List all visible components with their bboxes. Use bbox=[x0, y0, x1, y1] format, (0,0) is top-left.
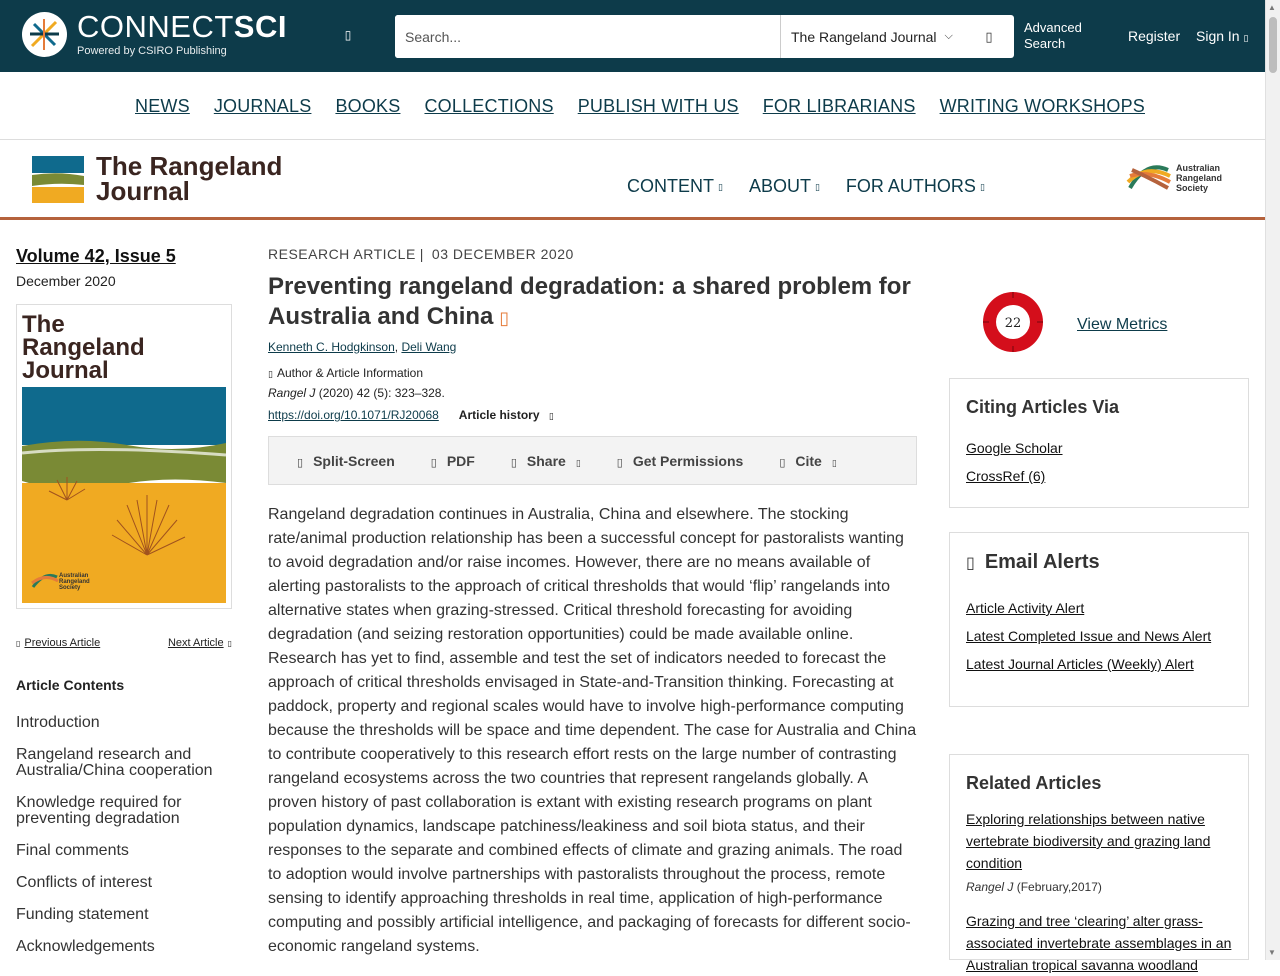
toggle-icon: ▯ bbox=[268, 369, 273, 379]
search-scope-value: The Rangeland Journal bbox=[791, 28, 937, 45]
nav-writing-workshops[interactable]: WRITING WORKSHOPS bbox=[939, 96, 1145, 116]
toc-item[interactable]: Conflicts of interest bbox=[16, 874, 153, 891]
article-history-toggle[interactable]: Article history ▯ bbox=[458, 408, 554, 422]
article-pager bbox=[16, 637, 232, 649]
journal-nav-for-authors[interactable]: FOR AUTHORS ▯ bbox=[845, 176, 985, 196]
sign-in-label: Sign In bbox=[1196, 28, 1240, 44]
author-separator: , bbox=[394, 340, 399, 354]
pdf-icon: ▯ bbox=[430, 456, 437, 469]
author-link[interactable]: Kenneth C. Hodgkinson bbox=[268, 340, 395, 354]
journal-header bbox=[0, 140, 1265, 220]
top-bar bbox=[0, 0, 1265, 72]
altmetric-badge[interactable] bbox=[981, 290, 1045, 354]
citing-articles-box bbox=[949, 378, 1249, 508]
dropdown-icon: ▯ bbox=[814, 181, 820, 192]
brand-name: CONNECTSCI bbox=[77, 9, 287, 44]
menu-icon[interactable]: ▯ bbox=[344, 28, 352, 42]
external-link-icon[interactable]: ▯ bbox=[499, 308, 510, 328]
issue-date: December 2020 bbox=[16, 273, 116, 289]
society-logo[interactable] bbox=[1126, 158, 1222, 198]
search-scope-select[interactable] bbox=[781, 15, 964, 58]
altmetric-score: 22 bbox=[1004, 316, 1022, 331]
nav-collections[interactable]: COLLECTIONS bbox=[424, 96, 554, 116]
article-abstract: Rangeland degradation continues in Australia, China and elsewhere. The stocking rate/animal production relationship has been a successful concept for pastoralists wanting to avoid degradation and/or raise incomes. However, there are no means available of alerting pastoralists to the approach of critical thresholds that would ‘flip’ rangelands into alternative states when grazing-stressed. Critical threshold forecasting for avoiding degradation (and seizing restoration opportunities) could be made available online. Research has yet to find, assemble and test the set of indicators needed to forecast the approach of critical thresholds envisaged in State-and-Transition thinking. Forecasting at paddock, property and regional scales would have to involve high-performance computing because the thresholds will be space and time dependent. The case for Australia and China to contribute cooperatively to this research effort rests on the large number of contrasting rangeland ecosystems across the two countries that represent rangelands globally. A proven history of past collaboration is extant with existing research programs on plant population dynamics, landscape patchiness/leakiness and soil biota status, and their responses to the separate and combined effects of climate and grazing animals. The road to adoption would involve partnerships with pastoralists throughout the process, remote sensing to identify approaching thresholds in real time, application of high-performance computing and possibly artificial intelligence, and packaging of forecasts for different socio-economic rangeland systems. bbox=[268, 506, 917, 955]
society-name: Australian Rangeland Society bbox=[1176, 163, 1223, 193]
email-alerts-heading: ▯ Email Alerts bbox=[966, 551, 1100, 573]
author-list bbox=[268, 340, 917, 354]
search-bar bbox=[395, 15, 1014, 58]
connectsci-logo[interactable] bbox=[22, 9, 287, 57]
get-permissions-button[interactable]: ▯ Get Permissions bbox=[616, 452, 744, 469]
dropdown-icon: ▯ bbox=[718, 181, 723, 192]
scroll-up-arrow-icon[interactable]: ▲ bbox=[1268, 3, 1276, 12]
split-screen-icon: ▯ bbox=[297, 456, 304, 469]
google-scholar-link[interactable]: Google Scholar bbox=[966, 440, 1063, 456]
chevron-down-icon: ⌵ bbox=[944, 30, 953, 42]
journal-nav-content[interactable]: CONTENT ▯ bbox=[627, 176, 723, 196]
journal-title[interactable]: The Rangeland Journal bbox=[96, 151, 283, 206]
nav-journals[interactable]: JOURNALS bbox=[213, 96, 312, 116]
advanced-search-link[interactable]: Advanced Search bbox=[1024, 20, 1082, 51]
citation-line: Rangel J (2020) 42 (5): 323–328. bbox=[268, 386, 445, 400]
nav-for-librarians[interactable]: FOR LIBRARIANS bbox=[762, 96, 916, 116]
nav-books[interactable]: BOOKS bbox=[335, 96, 401, 116]
page-scrollbar[interactable] bbox=[1265, 0, 1280, 960]
sign-in-icon: ▯ bbox=[1243, 33, 1249, 43]
chevron-left-icon: ▯ bbox=[16, 639, 21, 648]
article-kicker bbox=[268, 246, 917, 262]
nav-news[interactable]: NEWS bbox=[135, 96, 190, 116]
related-article-link[interactable]: Grazing and tree ‘clearing’ alter grass-associated invertebrate assemblages in an Australian tropical savanna woodland bbox=[966, 913, 1232, 973]
author-info-toggle[interactable]: ▯ Author & Article Information bbox=[268, 366, 424, 380]
toc-item[interactable]: Rangeland research and Australia/China cooperation bbox=[16, 746, 213, 779]
view-metrics-link[interactable]: View Metrics bbox=[1077, 316, 1168, 333]
brand-tagline: Powered by CSIRO Publishing bbox=[77, 45, 227, 57]
article-activity-alert-link[interactable]: Article Activity Alert bbox=[966, 600, 1085, 616]
sign-in-link[interactable] bbox=[1196, 28, 1248, 44]
previous-article-link[interactable]: ▯ Previous Article bbox=[16, 637, 101, 649]
register-link[interactable]: Register bbox=[1128, 28, 1181, 44]
cite-icon: ▯ bbox=[779, 456, 786, 469]
toc-item[interactable]: Final comments bbox=[16, 842, 129, 859]
author-link[interactable]: Deli Wang bbox=[401, 340, 457, 354]
search-icon: ▯ bbox=[985, 28, 993, 44]
article-toolbar bbox=[268, 436, 917, 485]
related-articles-box bbox=[949, 754, 1249, 973]
toc-item[interactable]: Funding statement bbox=[16, 906, 149, 923]
permissions-icon: ▯ bbox=[616, 456, 623, 469]
related-article-link[interactable]: Exploring relationships between native vertebrate biodiversity and grazing land condition bbox=[966, 811, 1211, 871]
article-main bbox=[268, 246, 917, 959]
dropdown-icon: ▯ bbox=[831, 457, 837, 468]
chevron-down-icon: ▯ bbox=[548, 411, 554, 421]
dropdown-icon: ▯ bbox=[575, 457, 581, 468]
journal-nav bbox=[627, 176, 1011, 197]
doi-row bbox=[268, 408, 917, 422]
connectsci-logo-icon bbox=[22, 12, 67, 57]
main-nav bbox=[0, 72, 1265, 140]
citing-articles-heading: Citing Articles Via bbox=[966, 397, 1120, 417]
bell-icon: ▯ bbox=[966, 555, 975, 572]
search-input[interactable] bbox=[395, 15, 781, 58]
crossref-link[interactable]: CrossRef (6) bbox=[966, 468, 1046, 484]
share-icon: ▯ bbox=[510, 456, 517, 469]
share-button[interactable]: ▯ Share ▯ bbox=[510, 452, 581, 469]
related-article-meta: Rangel J (February,2017) bbox=[966, 880, 1102, 894]
issue-link[interactable]: Volume 42, Issue 5 bbox=[16, 246, 176, 266]
latest-issue-alert-link[interactable]: Latest Completed Issue and News Alert bbox=[966, 628, 1212, 644]
dropdown-icon: ▯ bbox=[979, 181, 985, 192]
journal-cover-image[interactable] bbox=[16, 304, 232, 609]
society-logo-icon bbox=[1126, 158, 1172, 198]
email-alerts-box bbox=[949, 532, 1249, 707]
article-contents-heading: Article Contents bbox=[16, 677, 125, 693]
cite-button[interactable]: ▯ Cite ▯ bbox=[779, 452, 837, 469]
toc-item[interactable]: Introduction bbox=[16, 714, 100, 731]
cover-artwork bbox=[17, 305, 231, 608]
toc-item[interactable]: Knowledge required for preventing degradation bbox=[16, 794, 182, 827]
kicker-separator: | bbox=[419, 246, 424, 262]
cover-title: The Rangeland Journal bbox=[22, 311, 145, 384]
article-title: Preventing rangeland degradation: a shared problem for Australia and China ▯ bbox=[268, 273, 911, 330]
split-screen-button[interactable]: ▯ Split-Screen bbox=[297, 452, 395, 469]
doi-link[interactable]: https://doi.org/10.1071/RJ20068 bbox=[268, 408, 439, 422]
pdf-button[interactable]: ▯ PDF bbox=[430, 452, 475, 469]
journal-nav-about[interactable]: ABOUT ▯ bbox=[748, 176, 820, 196]
scroll-thumb[interactable] bbox=[1269, 17, 1277, 73]
weekly-articles-alert-link[interactable]: Latest Journal Articles (Weekly) Alert bbox=[966, 656, 1194, 672]
journal-logo-icon[interactable] bbox=[32, 156, 84, 203]
scroll-down-arrow-icon[interactable]: ▼ bbox=[1268, 948, 1276, 957]
article-contents-list bbox=[16, 715, 232, 955]
nav-publish-with-us[interactable]: PUBLISH WITH US bbox=[577, 96, 739, 116]
toc-item[interactable]: Acknowledgements bbox=[16, 938, 155, 955]
chevron-right-icon: ▯ bbox=[227, 639, 232, 648]
cover-society-name: Australian Rangeland Society bbox=[59, 573, 90, 591]
article-type: RESEARCH ARTICLE bbox=[268, 246, 416, 262]
next-article-link[interactable]: Next Article ▯ bbox=[167, 637, 232, 649]
article-date: 03 DECEMBER 2020 bbox=[431, 246, 574, 262]
left-sidebar bbox=[16, 246, 232, 971]
search-button[interactable] bbox=[964, 15, 1014, 58]
related-articles-heading: Related Articles bbox=[966, 773, 1102, 793]
